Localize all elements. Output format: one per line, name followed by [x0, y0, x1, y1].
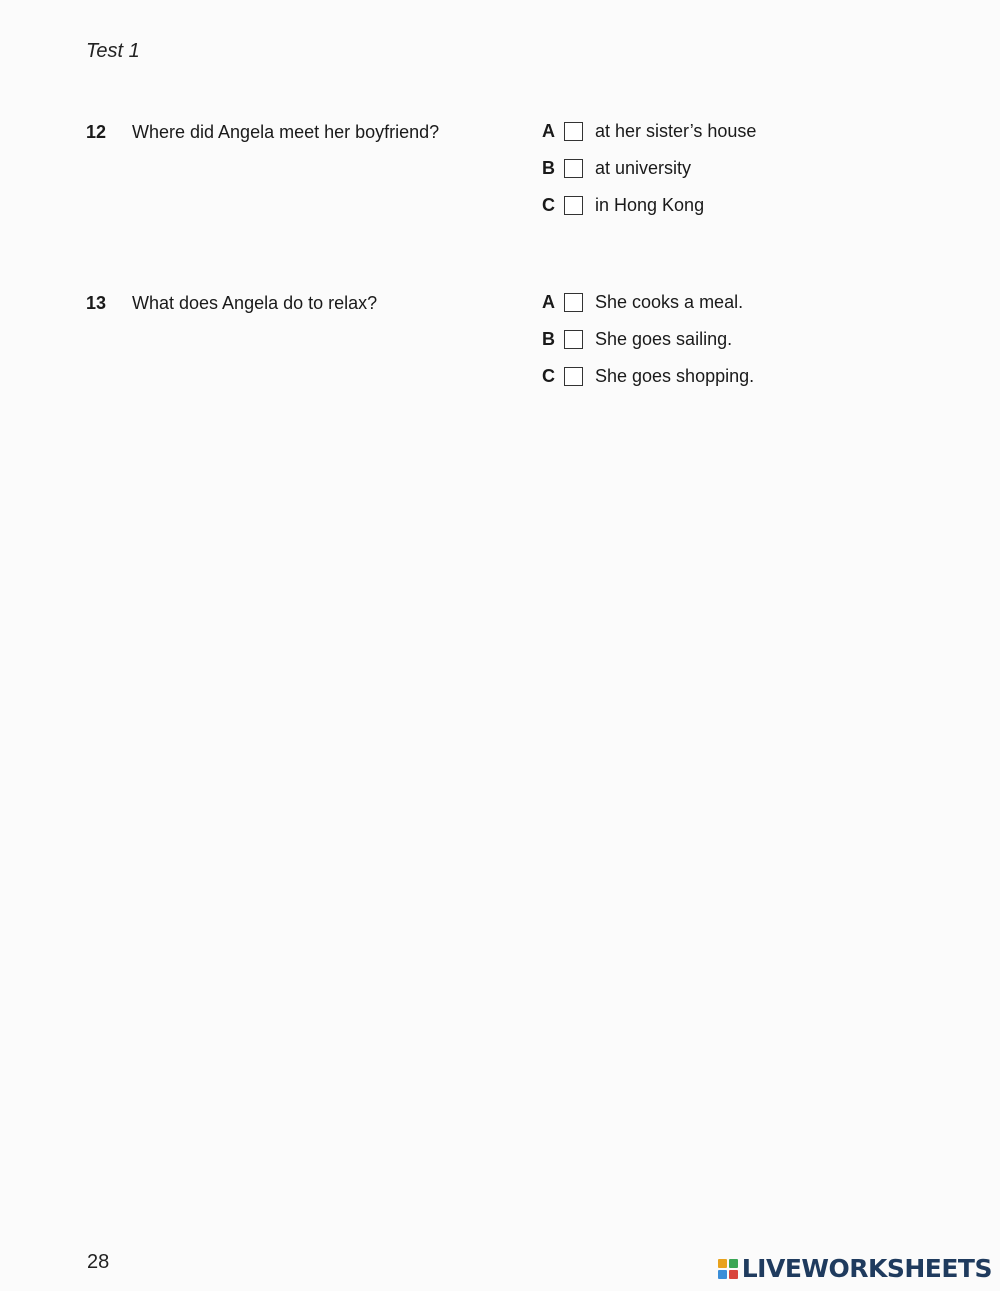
option-letter: C	[542, 194, 555, 215]
option-a[interactable]	[542, 290, 754, 314]
question-number: 13	[86, 293, 107, 313]
page-header: Test 1	[86, 40, 140, 62]
answer-checkbox[interactable]	[564, 159, 583, 178]
option-letter: C	[542, 365, 555, 386]
option-c[interactable]	[542, 193, 756, 217]
liveworksheets-logo[interactable]	[718, 1254, 992, 1283]
logo-square-icon	[729, 1270, 738, 1279]
answer-options	[542, 290, 754, 401]
option-letter: B	[542, 157, 555, 178]
answer-checkbox[interactable]	[564, 293, 583, 312]
question-number: 12	[86, 122, 107, 142]
answer-options	[542, 119, 756, 230]
option-letter: A	[542, 120, 555, 141]
question-text: What does Angela do to relax?	[132, 293, 378, 313]
option-text: at university	[595, 157, 692, 178]
option-b[interactable]	[542, 327, 754, 351]
option-text: She cooks a meal.	[595, 291, 744, 312]
option-letter: B	[542, 328, 555, 349]
logo-square-icon	[718, 1270, 727, 1279]
option-text: She goes shopping.	[595, 365, 755, 386]
option-letter: A	[542, 291, 555, 312]
answer-checkbox[interactable]	[564, 196, 583, 215]
option-a[interactable]	[542, 119, 756, 143]
option-c[interactable]	[542, 364, 754, 388]
logo-text: LIVEWORKSHEETS	[741, 1254, 992, 1283]
answer-checkbox[interactable]	[564, 330, 583, 349]
page-number: 28	[87, 1251, 110, 1273]
option-b[interactable]	[542, 156, 756, 180]
answer-checkbox[interactable]	[564, 367, 583, 386]
option-text: She goes sailing.	[595, 328, 733, 349]
option-text: at her sister’s house	[595, 120, 757, 141]
logo-square-icon	[729, 1259, 738, 1268]
option-text: in Hong Kong	[595, 194, 705, 215]
question-text: Where did Angela meet her boyfriend?	[132, 122, 440, 142]
answer-checkbox[interactable]	[564, 122, 583, 141]
logo-grid-icon	[718, 1259, 738, 1279]
logo-square-icon	[718, 1259, 727, 1268]
